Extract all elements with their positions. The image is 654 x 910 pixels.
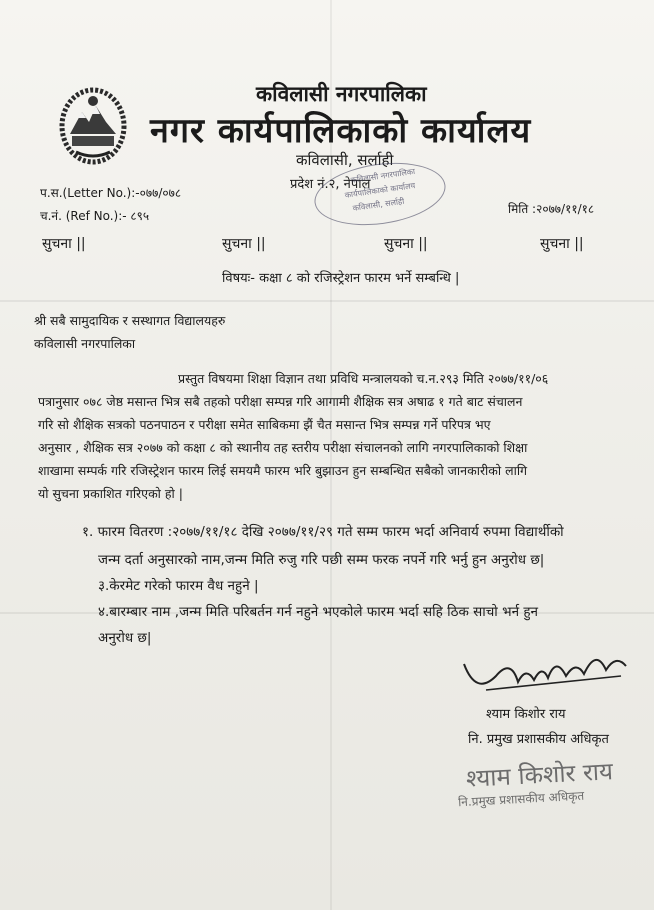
notice-heading: सुचना ||: [42, 236, 86, 252]
body-line: शाखामा सम्पर्क गरि रजिस्ट्रेशन फारम लिई समयमै फारम भरि बुझाउन हुन सम्बन्धित सबैको जानकारीको लागि: [38, 463, 528, 478]
list-item: ४.बारम्बार नाम ,जन्म मिति परिबर्तन गर्न नहुने भएकोले फारम भर्दा सहि ठिक साचो भर्न हुन: [98, 604, 539, 620]
list-item: १. फारम वितरण :२०७७/११/१८ देखि २०७७/११/२९ गते सम्म फारम भर्दा अनिवार्य रुपमा विद्यार्थीको: [82, 524, 564, 540]
body-line: पत्रानुसार ०७८ जेष्ठ मसान्त भित्र सबै तहको परीक्षा सम्पन्न गरि आगामी शैक्षिक सत्र अषाढ १ गते बाट संचालन: [38, 394, 523, 409]
name-stamp-title: नि.प्रमुख प्रशासकीय अधिकृत: [457, 788, 585, 810]
signature: [456, 636, 646, 706]
seal-text: कविलासी नगरपालिका: [350, 166, 416, 185]
signatory-title: नि. प्रमुख प्रशासकीय अधिकृत: [468, 732, 609, 747]
body-line: प्रस्तुत विषयमा शिक्षा विज्ञान तथा प्रविधि मन्त्रालयको च.न.२९३ मिति २०७७/११/०६: [178, 371, 549, 386]
body-line: अनुसार , शैक्षिक सत्र २०७७ को कक्षा ८ को स्थानीय तह स्तरीय परीक्षा संचालनको लागि नगरपालिकाको शिक्षा: [38, 440, 528, 455]
nepal-emblem-icon: [58, 86, 128, 166]
paper-fold: [0, 300, 654, 302]
list-item: जन्म दर्ता अनुसारको नाम,जन्म मिति रुजु गरि पछी सम्म फरक नपर्ने गरि भर्नु हुन अनुरोध छ|: [98, 552, 545, 568]
municipality-name: कविलासी नगरपालिका: [256, 82, 427, 106]
recipient-line: कविलासी नगरपालिका: [34, 336, 136, 351]
list-item: ३.केरमेट गरेको फारम वैध नहुने |: [98, 578, 259, 594]
recipient-line: श्री सबै सामुदायिक र सस्थागत विद्यालयहरु: [34, 313, 226, 328]
notice-heading: सुचना ||: [384, 236, 428, 252]
signatory-name: श्याम किशोर राय: [486, 707, 566, 722]
name-stamp: श्याम किशोर राय: [465, 757, 614, 793]
reference-number: च.नं. (Ref No.):- ८९५: [40, 209, 150, 223]
letter-number: प.स.(Letter No.):-०७७/०७८: [40, 186, 182, 200]
body-line: यो सुचना प्रकाशित गरिएको हो |: [38, 486, 183, 501]
letter-date: मिति :२०७७/११/१८: [508, 202, 595, 216]
office-location: कविलासी, सर्लाही: [296, 151, 394, 169]
seal-text: कविलासी, सर्लाही: [352, 196, 405, 213]
subject-line: विषयः- कक्षा ८ को रजिस्ट्रेशन फारम भर्ने सम्बन्धि |: [222, 271, 460, 286]
list-item: अनुरोध छ|: [98, 630, 152, 646]
office-province: प्रदेश नं.२, नेपाल: [290, 177, 371, 192]
notice-heading: सुचना ||: [222, 236, 266, 252]
seal-text: कार्यपालिकाको कार्यालय: [344, 181, 416, 200]
office-title: नगर कार्यपालिकाको कार्यालय: [150, 111, 532, 151]
notice-heading: सुचना ||: [540, 236, 584, 252]
body-line: गरि सो शैक्षिक सत्रको पठनपाठन र परीक्षा समेत साबिकमा झैं चैत मसान्त भित्र सम्पन्न गर्ने परिपत्र भए: [38, 417, 491, 432]
